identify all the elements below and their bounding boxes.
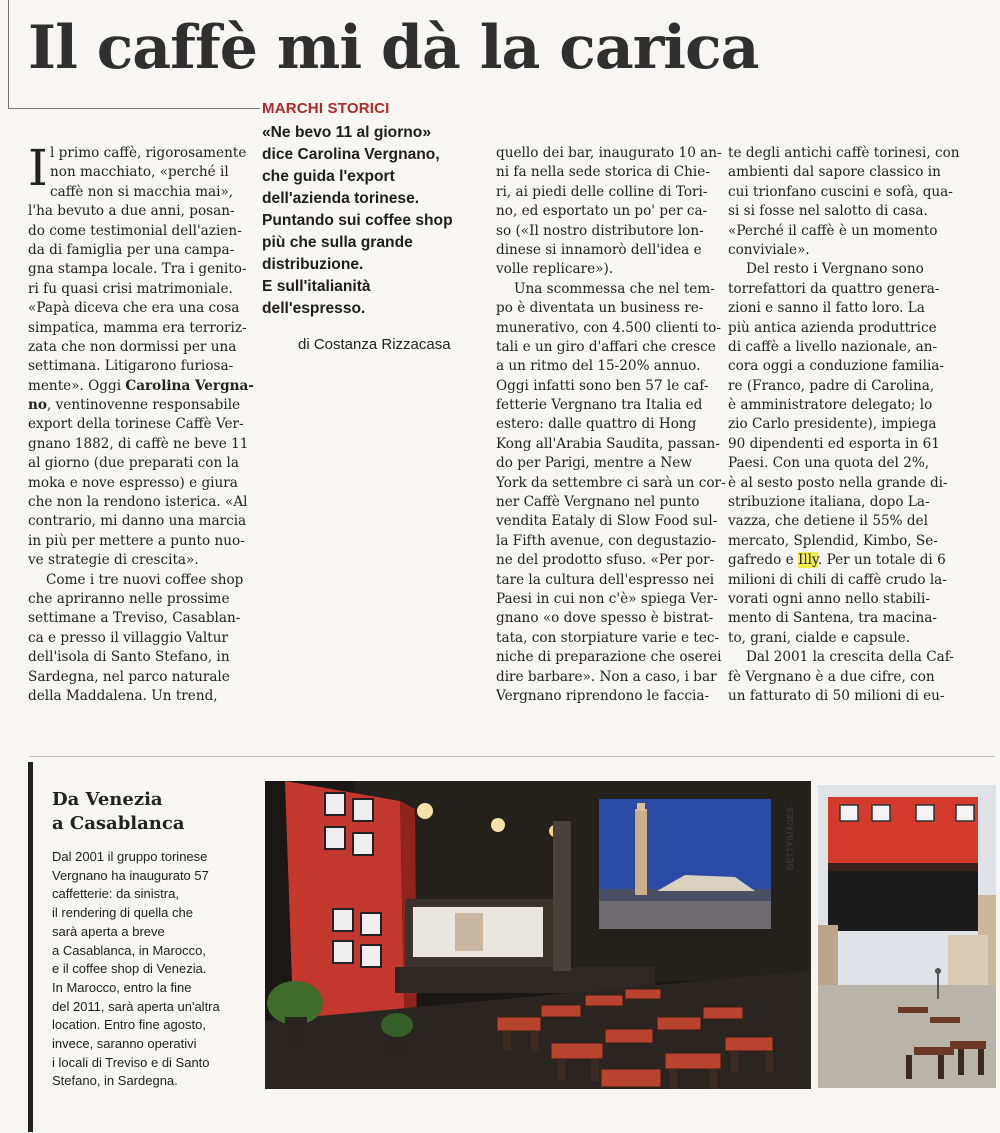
article-line: è amministratore delegato; lo bbox=[728, 397, 933, 414]
byline: di Costanza Rizzacasa bbox=[298, 336, 451, 353]
caption-line: caffetterie: da sinistra, bbox=[52, 886, 179, 902]
article-line: ri fu quasi crisi matrimoniale. bbox=[28, 280, 233, 297]
article-line: no, ventinovenne responsabile bbox=[28, 397, 241, 414]
standfirst-line: «Ne bevo 11 al giorno» bbox=[262, 124, 431, 141]
caption-line: i locali di Treviso e di Santo bbox=[52, 1054, 210, 1070]
article-line: al giorno (due preparati con la bbox=[28, 455, 240, 472]
article-line: settimane a Treviso, Casablan- bbox=[28, 610, 241, 627]
article-line: si si fosse nel salotto di casa. bbox=[728, 203, 928, 220]
article-line: non macchiato, «perché il bbox=[50, 164, 229, 181]
article-line: a un ritmo del 15-20% annuo. bbox=[496, 358, 701, 375]
article-line: munerativo, con 4.500 clienti to- bbox=[496, 319, 721, 336]
article-line: te degli antichi caffè torinesi, con bbox=[728, 145, 960, 161]
article-line: contrario, mi danno una marcia bbox=[28, 513, 247, 530]
article-line: l'ha bevuto a due anni, posan- bbox=[28, 203, 235, 220]
article-line: in più per mettere a punto nuo- bbox=[28, 532, 245, 549]
article-line: Come i tre nuovi coffee shop bbox=[46, 571, 244, 588]
article-line: da di famiglia per una campa- bbox=[28, 241, 235, 258]
article-line: è al sesto posto nella grande di- bbox=[728, 474, 948, 491]
caption-line: del 2011, sarà aperta un'altra bbox=[52, 998, 220, 1014]
article-line: estero: dalle quattro di Hong bbox=[496, 416, 697, 433]
article-line: fetterie Vergnano tra Italia ed bbox=[496, 397, 703, 414]
article-line: zioni e sanno il fatto loro. La bbox=[728, 300, 925, 317]
article-line: 90 dipendenti ed esporta in 61 bbox=[728, 435, 940, 452]
standfirst-line: distribuzione. bbox=[262, 256, 364, 273]
section-divider bbox=[30, 756, 995, 757]
standfirst-line: Puntando sui coffee shop bbox=[262, 212, 453, 229]
article-line: export della torinese Caffè Ver- bbox=[28, 416, 244, 433]
article-line: Oggi infatti sono ben 57 le caf- bbox=[496, 377, 709, 394]
article-line: ni fa nella sede storica di Chie- bbox=[496, 164, 710, 181]
article-line: torrefattori da quattro genera- bbox=[728, 280, 940, 297]
article-line: di caffè a livello nazionale, an- bbox=[728, 338, 938, 355]
article-line: Paesi in cui non c'è» spiega Ver- bbox=[496, 590, 718, 607]
caption-line: Vergnano ha inaugurato 57 bbox=[52, 867, 209, 883]
caption-line: sarà aperta a breve bbox=[52, 923, 165, 939]
article-line: mente». Oggi Carolina Vergna- bbox=[28, 377, 254, 394]
article-line: cora oggi a conduzione familia- bbox=[728, 358, 944, 375]
article-line: mercato, Splendid, Kimbo, Se- bbox=[728, 532, 938, 549]
article-line: quello dei bar, inaugurato 10 an- bbox=[496, 145, 722, 161]
article-line: zio Carlo presidente), impiega bbox=[728, 416, 937, 433]
headline-rule-vertical bbox=[8, 0, 9, 108]
article-line: po è diventata un business re- bbox=[496, 300, 704, 317]
article-line: ne del prodotto sfuso. «Per por- bbox=[496, 552, 715, 569]
standfirst bbox=[262, 122, 472, 320]
article-line: vorati ogni anno nello stabili- bbox=[728, 590, 930, 607]
caption-title-line: Da Venezia bbox=[52, 789, 163, 810]
article-line: Paesi. Con una quota del 2%, bbox=[728, 455, 930, 472]
bold-name: no bbox=[28, 397, 47, 414]
photo-credit: GETTYIMAGES bbox=[786, 806, 795, 870]
article-line: la Fifth avenue, con degustazio- bbox=[496, 532, 717, 549]
headline: Il caffè mi dà la carica bbox=[28, 13, 759, 83]
article-line: dinese si innamorò dell'idea e bbox=[496, 241, 702, 258]
article-line: ner Caffè Vergnano nel punto bbox=[496, 494, 700, 511]
caption-line: Stefano, in Sardegna. bbox=[52, 1073, 178, 1089]
drop-cap: I bbox=[28, 139, 48, 197]
article-line: della Maddalena. Un trend, bbox=[28, 687, 218, 704]
article-line: conviviale». bbox=[728, 241, 810, 258]
article-line: ca e presso il villaggio Valtur bbox=[28, 629, 228, 646]
article-line: fè Vergnano è a due cifre, con bbox=[728, 668, 935, 685]
article-line: re (Franco, padre di Carolina, bbox=[728, 377, 935, 394]
article-line: caffè non si macchia mai», bbox=[50, 183, 234, 200]
article-line: dire barbare». Non a caso, i bar bbox=[496, 668, 717, 685]
caption-line: il rendering di quella che bbox=[52, 905, 193, 921]
caption-line: Dal 2001 il gruppo torinese bbox=[52, 849, 208, 864]
article-line: gna stampa locale. Tra i genito- bbox=[28, 261, 247, 278]
caption-text bbox=[52, 848, 252, 1091]
article-line: ri, ai piedi delle colline di Tori- bbox=[496, 183, 708, 200]
article-line: Sardegna, nel parco naturale bbox=[28, 668, 230, 685]
casablanca-cafe-rendering bbox=[265, 781, 811, 1089]
article-line: più antica azienda produttrice bbox=[728, 319, 937, 336]
article-line: niche di preparazione che oserei bbox=[496, 649, 722, 666]
caption-line: In Marocco, entro la fine bbox=[52, 979, 192, 995]
article-line: no, ed esportato un po' per ca- bbox=[496, 203, 708, 220]
standfirst-line: dice Carolina Vergnano, bbox=[262, 146, 440, 163]
caption-line: e il coffee shop di Venezia. bbox=[52, 961, 207, 977]
standfirst-line: dell'espresso. bbox=[262, 300, 366, 317]
article-line: vendita Eataly di Slow Food sul- bbox=[496, 513, 718, 530]
article-column-1 bbox=[28, 139, 254, 706]
article-line: un fatturato di 50 milioni di eu- bbox=[728, 687, 945, 704]
article-line: gnano «o dove spesso è bistrat- bbox=[496, 610, 714, 627]
article-line: moka e nove espresso) e giura bbox=[28, 474, 238, 491]
article-line: tata, con storpiature varie e tec- bbox=[496, 629, 720, 646]
bold-name: Carolina Vergna- bbox=[125, 377, 254, 394]
highlighted-word: Illy bbox=[797, 552, 818, 569]
article-column-3 bbox=[728, 144, 960, 706]
standfirst-line: dell'azienda torinese. bbox=[262, 190, 420, 207]
article-line: che apriranno nelle prossime bbox=[28, 590, 230, 607]
article-line: tali e un giro d'affari che cresce bbox=[496, 338, 716, 355]
article-line: York da settembre ci sarà un cor- bbox=[496, 474, 726, 491]
article-line: Kong all'Arabia Saudita, passan- bbox=[496, 435, 720, 452]
caption-line: invece, saranno operativi bbox=[52, 1036, 197, 1052]
standfirst-line: che guida l'export bbox=[262, 168, 395, 185]
article-column-2 bbox=[496, 144, 726, 706]
article-line: «Papà diceva che era una cosa bbox=[28, 300, 240, 317]
article-line-highlight: gafredo e Illy. Per un totale di 6 bbox=[728, 552, 946, 569]
article-line: «Perché il caffè è un momento bbox=[728, 222, 938, 239]
article-line: settimana. Litigarono furiosa- bbox=[28, 358, 234, 375]
article-line: vazza, che detiene il 55% del bbox=[728, 513, 928, 530]
article-line: l primo caffè, rigorosamente bbox=[50, 145, 247, 161]
article-line: zata che non dormissi per una bbox=[28, 338, 237, 355]
article-line: ve strategie di crescita». bbox=[28, 552, 199, 569]
headline-rule-horizontal bbox=[8, 108, 260, 109]
section-kicker: MARCHI STORICI bbox=[262, 100, 390, 117]
standfirst-line: E sull'italianità bbox=[262, 278, 371, 295]
article-line: ambienti dal sapore classico in bbox=[728, 164, 941, 181]
caption-line: a Casablanca, in Marocco, bbox=[52, 942, 206, 958]
article-line: Del resto i Vergnano sono bbox=[746, 261, 924, 278]
caption-title-line: a Casablanca bbox=[52, 813, 185, 834]
caption-line: location. Entro fine agosto, bbox=[52, 1017, 206, 1033]
article-line: volle replicare»). bbox=[496, 261, 614, 278]
article-line: stribuzione italiana, dopo La- bbox=[728, 494, 930, 511]
article-line: do per Parigi, mentre a New bbox=[496, 455, 692, 472]
article-line: Una scommessa che nel tem- bbox=[514, 280, 715, 297]
article-line: Dal 2001 la crescita della Caf- bbox=[746, 649, 954, 666]
article-line: che non la rendono isterica. «Al bbox=[28, 494, 248, 511]
article-line: simpatica, mamma era terroriz- bbox=[28, 319, 247, 336]
article-line: dell'isola di Santo Stefano, in bbox=[28, 649, 230, 666]
article-line: Vergnano riprendono le faccia- bbox=[496, 687, 710, 704]
venice-coffee-shop-photo bbox=[818, 785, 996, 1088]
caption-bar bbox=[28, 762, 33, 1132]
article-line: mento di Santena, tra macina- bbox=[728, 610, 938, 627]
article-line: milioni di chili di caffè crudo la- bbox=[728, 571, 947, 588]
article-line: cui trionfano cuscini e sofà, qua- bbox=[728, 183, 953, 200]
standfirst-line: più che sulla grande bbox=[262, 234, 413, 251]
article-line: gnano 1882, di caffè ne beve 11 bbox=[28, 435, 249, 452]
article-line: do come testimonial dell'azien- bbox=[28, 222, 242, 239]
caption-title bbox=[52, 788, 185, 836]
article-line: so («Il nostro distributore lon- bbox=[496, 222, 704, 239]
article-line: to, grani, cialde e capsule. bbox=[728, 629, 911, 646]
article-line: tare la cultura dell'espresso nei bbox=[496, 571, 715, 588]
